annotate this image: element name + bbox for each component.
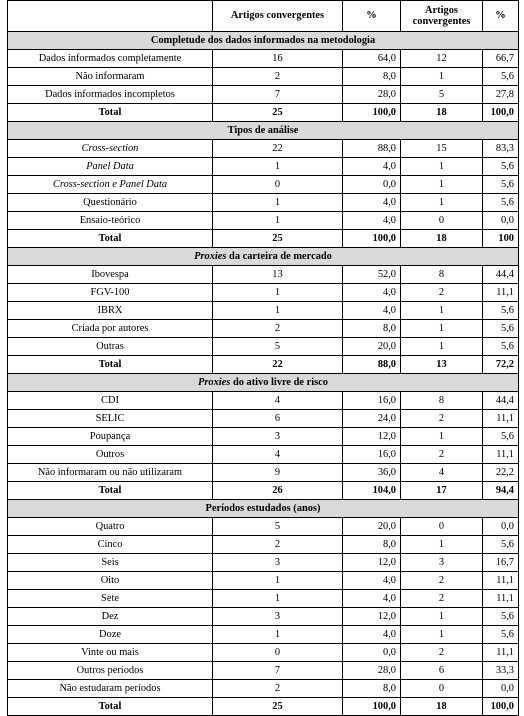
- artigos-count-1: 1: [213, 194, 343, 212]
- artigos-count-2: 2: [401, 284, 483, 302]
- percent-2: 11,1: [483, 644, 519, 662]
- artigos-count-2: 0: [401, 212, 483, 230]
- table-row: [8, 140, 519, 158]
- header-artigos-convergentes-2: [401, 1, 483, 32]
- artigos-count-1: 3: [213, 554, 343, 572]
- total-percent-2: 100,0: [483, 698, 519, 716]
- row-label: CDI: [8, 392, 213, 410]
- table-row: [8, 626, 519, 644]
- row-label: Cross-section: [8, 140, 213, 158]
- percent-2: 5,6: [483, 158, 519, 176]
- percent-1: 28,0: [343, 662, 401, 680]
- row-label: Não informaram ou não utilizaram: [8, 464, 213, 482]
- percent-1: 88,0: [343, 140, 401, 158]
- total-percent-1: 100,0: [343, 230, 401, 248]
- percent-2: 5,6: [483, 536, 519, 554]
- artigos-count-2: 15: [401, 140, 483, 158]
- table-row: [8, 302, 519, 320]
- header-artigos-convergentes-1: Artigos convergentes: [213, 1, 343, 32]
- table-body: [8, 32, 519, 716]
- artigos-count-1: 13: [213, 266, 343, 284]
- artigos-count-1: 2: [213, 680, 343, 698]
- artigos-count-1: 5: [213, 518, 343, 536]
- percent-2: 44,4: [483, 266, 519, 284]
- table-row: [8, 680, 519, 698]
- table-row: [8, 392, 519, 410]
- section-title-italic: Proxies: [194, 250, 227, 262]
- percent-2: 11,1: [483, 572, 519, 590]
- table-row: [8, 662, 519, 680]
- percent-1: 8,0: [343, 320, 401, 338]
- row-label: Doze: [8, 626, 213, 644]
- percent-1: 4,0: [343, 212, 401, 230]
- artigos-count-2: 3: [401, 554, 483, 572]
- artigos-count-2: 1: [401, 338, 483, 356]
- total-label: Total: [8, 356, 213, 374]
- percent-2: 11,1: [483, 410, 519, 428]
- table-row: [8, 464, 519, 482]
- artigos-count-1: 1: [213, 590, 343, 608]
- row-label: Ensaio-teórico: [8, 212, 213, 230]
- section-title-italic: Proxies: [198, 376, 231, 388]
- total-artigos-1: 25: [213, 230, 343, 248]
- percent-1: 24,0: [343, 410, 401, 428]
- row-label: Dez: [8, 608, 213, 626]
- section-header-row: [8, 374, 519, 392]
- artigos-count-1: 1: [213, 212, 343, 230]
- percent-1: 28,0: [343, 86, 401, 104]
- row-label: Outras: [8, 338, 213, 356]
- artigos-count-2: 6: [401, 662, 483, 680]
- total-row: [8, 356, 519, 374]
- row-label: Não informaram: [8, 68, 213, 86]
- row-label: Dados informados completamente: [8, 50, 213, 68]
- total-label: Total: [8, 104, 213, 122]
- total-artigos-2: 18: [401, 230, 483, 248]
- percent-2: 5,6: [483, 302, 519, 320]
- section-title-text: Períodos estudados (anos): [205, 502, 321, 514]
- total-percent-2: 100: [483, 230, 519, 248]
- table-row: [8, 644, 519, 662]
- percent-1: 8,0: [343, 68, 401, 86]
- row-label: Outros períodos: [8, 662, 213, 680]
- artigos-count-2: 1: [401, 176, 483, 194]
- row-label: Ibovespa: [8, 266, 213, 284]
- artigos-count-2: 1: [401, 320, 483, 338]
- percent-1: 8,0: [343, 680, 401, 698]
- percent-1: 8,0: [343, 536, 401, 554]
- table-row: [8, 446, 519, 464]
- row-label: Quatro: [8, 518, 213, 536]
- header-percent-1: %: [343, 1, 401, 32]
- row-label: Não estudaram períodos: [8, 680, 213, 698]
- total-percent-1: 100,0: [343, 104, 401, 122]
- table-row: [8, 176, 519, 194]
- artigos-count-1: 9: [213, 464, 343, 482]
- total-row: [8, 104, 519, 122]
- percent-1: 36,0: [343, 464, 401, 482]
- total-row: [8, 230, 519, 248]
- header-blank-cell: [8, 1, 213, 32]
- percent-2: 0,0: [483, 212, 519, 230]
- total-artigos-1: 25: [213, 698, 343, 716]
- artigos-count-1: 7: [213, 86, 343, 104]
- percent-1: 16,0: [343, 392, 401, 410]
- row-label: Panel Data: [8, 158, 213, 176]
- artigos-count-2: 4: [401, 464, 483, 482]
- percent-1: 4,0: [343, 284, 401, 302]
- row-label: FGV-100: [8, 284, 213, 302]
- percent-2: 5,6: [483, 428, 519, 446]
- table-row: [8, 50, 519, 68]
- percent-2: 11,1: [483, 446, 519, 464]
- artigos-count-1: 3: [213, 608, 343, 626]
- table-row: [8, 320, 519, 338]
- artigos-count-2: 1: [401, 194, 483, 212]
- artigos-count-2: 1: [401, 608, 483, 626]
- table-row: [8, 212, 519, 230]
- artigos-count-1: 3: [213, 428, 343, 446]
- section-title: [8, 122, 519, 140]
- percent-1: 52,0: [343, 266, 401, 284]
- percent-1: 64,0: [343, 50, 401, 68]
- percent-1: 20,0: [343, 338, 401, 356]
- percent-2: 5,6: [483, 194, 519, 212]
- percent-2: 5,6: [483, 608, 519, 626]
- total-artigos-1: 26: [213, 482, 343, 500]
- total-artigos-1: 25: [213, 104, 343, 122]
- row-label: Cross-section e Panel Data: [8, 176, 213, 194]
- section-title-text: do ativo livre de risco: [230, 376, 328, 388]
- table-row: [8, 284, 519, 302]
- table-row: [8, 554, 519, 572]
- results-table: [7, 0, 519, 716]
- artigos-count-2: 0: [401, 518, 483, 536]
- percent-1: 12,0: [343, 554, 401, 572]
- percent-2: 0,0: [483, 518, 519, 536]
- artigos-count-1: 0: [213, 176, 343, 194]
- table-row: [8, 266, 519, 284]
- artigos-count-2: 2: [401, 410, 483, 428]
- artigos-count-2: 8: [401, 392, 483, 410]
- percent-2: 44,4: [483, 392, 519, 410]
- artigos-count-1: 0: [213, 644, 343, 662]
- artigos-count-1: 16: [213, 50, 343, 68]
- total-label: Total: [8, 482, 213, 500]
- table-row: [8, 608, 519, 626]
- percent-2: 5,6: [483, 626, 519, 644]
- percent-2: 5,6: [483, 68, 519, 86]
- percent-2: 11,1: [483, 590, 519, 608]
- table-row: [8, 590, 519, 608]
- percent-2: 11,1: [483, 284, 519, 302]
- artigos-count-2: 1: [401, 302, 483, 320]
- total-row: [8, 698, 519, 716]
- artigos-count-2: 8: [401, 266, 483, 284]
- artigos-count-2: 2: [401, 590, 483, 608]
- artigos-count-1: 5: [213, 338, 343, 356]
- percent-1: 4,0: [343, 302, 401, 320]
- row-label: SELIC: [8, 410, 213, 428]
- total-artigos-2: 18: [401, 698, 483, 716]
- percent-2: 16,7: [483, 554, 519, 572]
- percent-2: 33,3: [483, 662, 519, 680]
- row-label: Outros: [8, 446, 213, 464]
- section-title-text: da carteira de mercado: [226, 250, 332, 262]
- section-title: [8, 32, 519, 50]
- percent-1: 20,0: [343, 518, 401, 536]
- artigos-count-2: 1: [401, 428, 483, 446]
- total-percent-2: 72,2: [483, 356, 519, 374]
- artigos-count-1: 4: [213, 446, 343, 464]
- row-label: IBRX: [8, 302, 213, 320]
- header-percent-2: %: [483, 1, 519, 32]
- percent-2: 0,0: [483, 680, 519, 698]
- artigos-count-1: 2: [213, 536, 343, 554]
- total-label: Total: [8, 230, 213, 248]
- row-label: Questionário: [8, 194, 213, 212]
- total-artigos-1: 22: [213, 356, 343, 374]
- total-percent-1: 88,0: [343, 356, 401, 374]
- artigos-count-2: 1: [401, 158, 483, 176]
- total-percent-2: 94,4: [483, 482, 519, 500]
- table-row: [8, 338, 519, 356]
- artigos-count-1: 4: [213, 392, 343, 410]
- total-artigos-2: 13: [401, 356, 483, 374]
- percent-1: 0,0: [343, 644, 401, 662]
- total-percent-1: 100,0: [343, 698, 401, 716]
- artigos-count-2: 1: [401, 626, 483, 644]
- artigos-count-2: 1: [401, 536, 483, 554]
- percent-1: 12,0: [343, 608, 401, 626]
- table-row: [8, 410, 519, 428]
- percent-2: 5,6: [483, 338, 519, 356]
- row-label: Vinte ou mais: [8, 644, 213, 662]
- section-title: [8, 374, 519, 392]
- table-row: [8, 428, 519, 446]
- percent-1: 4,0: [343, 590, 401, 608]
- total-artigos-2: 18: [401, 104, 483, 122]
- artigos-count-2: 0: [401, 680, 483, 698]
- section-title: [8, 500, 519, 518]
- total-percent-2: 100,0: [483, 104, 519, 122]
- artigos-count-1: 22: [213, 140, 343, 158]
- artigos-count-1: 1: [213, 302, 343, 320]
- percent-1: 0,0: [343, 176, 401, 194]
- artigos-count-1: 2: [213, 68, 343, 86]
- percent-2: 22,2: [483, 464, 519, 482]
- row-label: Dados informados incompletos: [8, 86, 213, 104]
- artigos-count-1: 2: [213, 320, 343, 338]
- artigos-count-1: 1: [213, 158, 343, 176]
- percent-1: 12,0: [343, 428, 401, 446]
- percent-2: 5,6: [483, 176, 519, 194]
- table-row: [8, 536, 519, 554]
- artigos-count-1: 1: [213, 626, 343, 644]
- total-percent-1: 104,0: [343, 482, 401, 500]
- table-row: [8, 572, 519, 590]
- artigos-count-2: 2: [401, 572, 483, 590]
- percent-1: 4,0: [343, 158, 401, 176]
- row-label: Poupança: [8, 428, 213, 446]
- percent-2: 5,6: [483, 320, 519, 338]
- row-label: Seis: [8, 554, 213, 572]
- row-label: Criada por autores: [8, 320, 213, 338]
- row-label: Sete: [8, 590, 213, 608]
- section-header-row: [8, 32, 519, 50]
- section-header-row: [8, 248, 519, 266]
- section-header-row: [8, 122, 519, 140]
- percent-2: 27,8: [483, 86, 519, 104]
- percent-2: 83,3: [483, 140, 519, 158]
- percent-1: 4,0: [343, 194, 401, 212]
- artigos-count-1: 7: [213, 662, 343, 680]
- section-header-row: [8, 500, 519, 518]
- artigos-count-2: 2: [401, 446, 483, 464]
- total-row: [8, 482, 519, 500]
- total-artigos-2: 17: [401, 482, 483, 500]
- section-title-text: Tipos de análise: [227, 124, 299, 136]
- percent-2: 66,7: [483, 50, 519, 68]
- table-row: [8, 158, 519, 176]
- artigos-count-2: 12: [401, 50, 483, 68]
- row-label: Oito: [8, 572, 213, 590]
- total-label: Total: [8, 698, 213, 716]
- artigos-count-1: 6: [213, 410, 343, 428]
- artigos-count-1: 1: [213, 284, 343, 302]
- row-label: Cinco: [8, 536, 213, 554]
- section-title-text: Completude dos dados informados na metodologia: [150, 34, 376, 46]
- artigos-count-2: 1: [401, 68, 483, 86]
- artigos-count-1: 1: [213, 572, 343, 590]
- percent-1: 16,0: [343, 446, 401, 464]
- section-title: [8, 248, 519, 266]
- percent-1: 4,0: [343, 626, 401, 644]
- header-artigos-convergentes-2-label: Artigos convergentes: [412, 5, 471, 27]
- header-row: [8, 1, 519, 32]
- percent-1: 4,0: [343, 572, 401, 590]
- artigos-count-2: 2: [401, 644, 483, 662]
- table-row: [8, 194, 519, 212]
- table-row: [8, 86, 519, 104]
- artigos-count-2: 5: [401, 86, 483, 104]
- table-row: [8, 68, 519, 86]
- table-row: [8, 518, 519, 536]
